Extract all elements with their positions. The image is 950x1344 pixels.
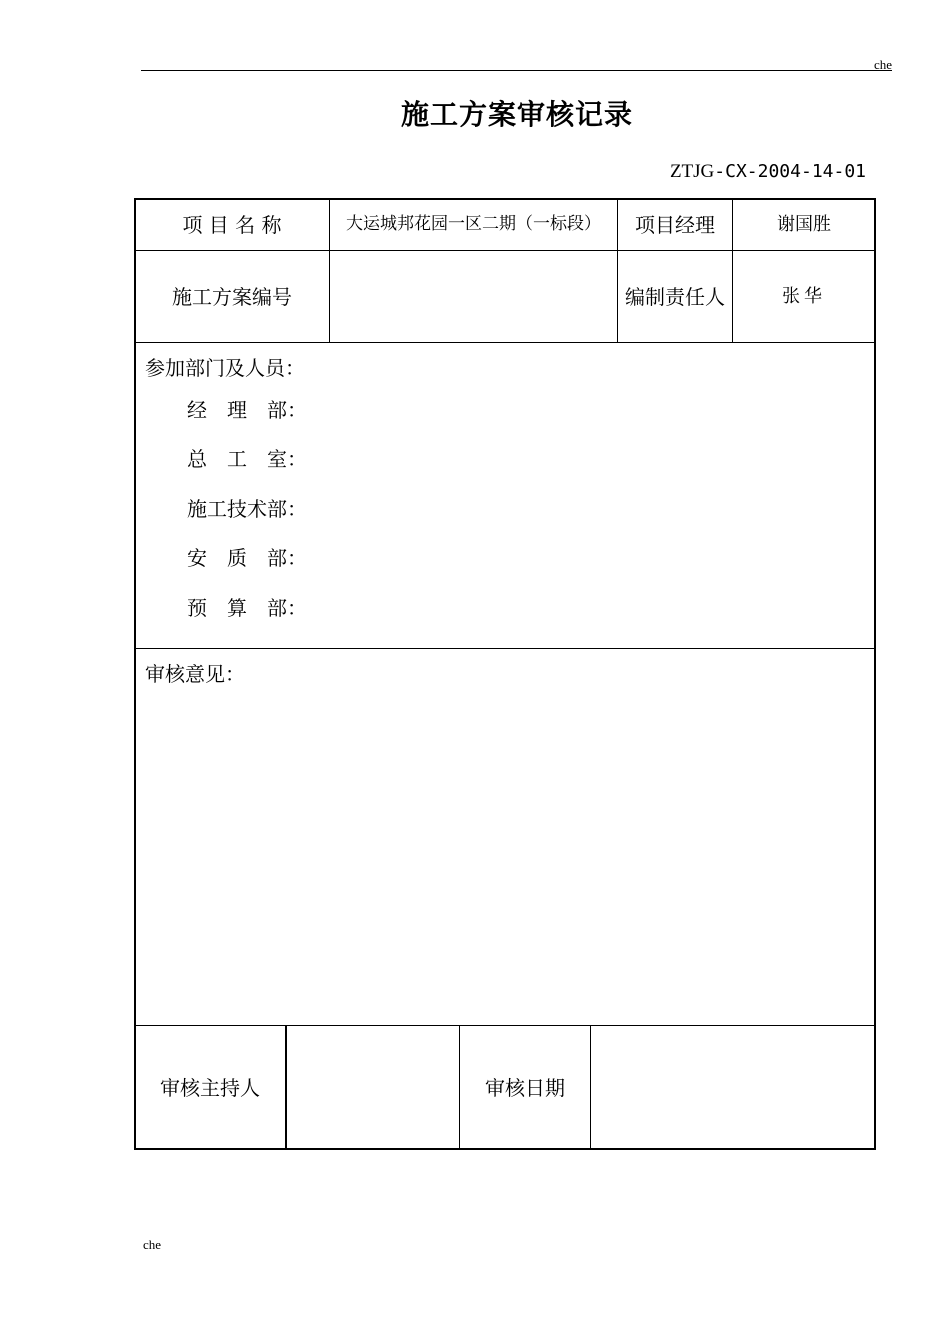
project-manager-label: 项目经理 (635, 212, 715, 237)
editor-value: 张华 (782, 285, 826, 307)
project-manager-value: 谢国胜 (777, 213, 831, 235)
project-name-label: 项 目 名 称 (182, 212, 282, 237)
project-name-value: 大运城邦花园一区二期（一标段） (346, 214, 601, 235)
department-manager: 经 理 部： (187, 398, 307, 422)
header-rule (141, 70, 892, 71)
header-text: che (873, 57, 892, 72)
document-title: 施工方案审核记录 (400, 98, 633, 131)
document-code (670, 160, 866, 183)
department-budget: 预 算 部： (187, 596, 307, 620)
review-host-value[interactable] (287, 1026, 459, 1150)
plan-number-value[interactable] (330, 251, 617, 342)
review-opinion-label: 审核意见： (145, 662, 245, 686)
document-code-suffix: -CX-2004-14-01 (714, 161, 866, 182)
review-host-label: 审核主持人 (160, 1076, 260, 1100)
footer-text: che (143, 1237, 162, 1252)
editor-label: 编制责任人 (625, 284, 725, 309)
row-divider (134, 648, 876, 649)
document-code-prefix: ZTJG (669, 161, 715, 182)
department-safety-quality: 安 质 部： (187, 546, 307, 570)
review-date-value[interactable] (591, 1026, 875, 1150)
department-technical: 施工技术部： (187, 497, 307, 521)
review-date-label: 审核日期 (485, 1076, 565, 1100)
row-divider (134, 342, 876, 343)
participants-label: 参加部门及人员： (145, 356, 305, 380)
department-chief-engineer: 总 工 室： (187, 447, 307, 471)
review-opinion-area[interactable] (145, 690, 865, 1010)
plan-number-label: 施工方案编号 (172, 284, 292, 309)
